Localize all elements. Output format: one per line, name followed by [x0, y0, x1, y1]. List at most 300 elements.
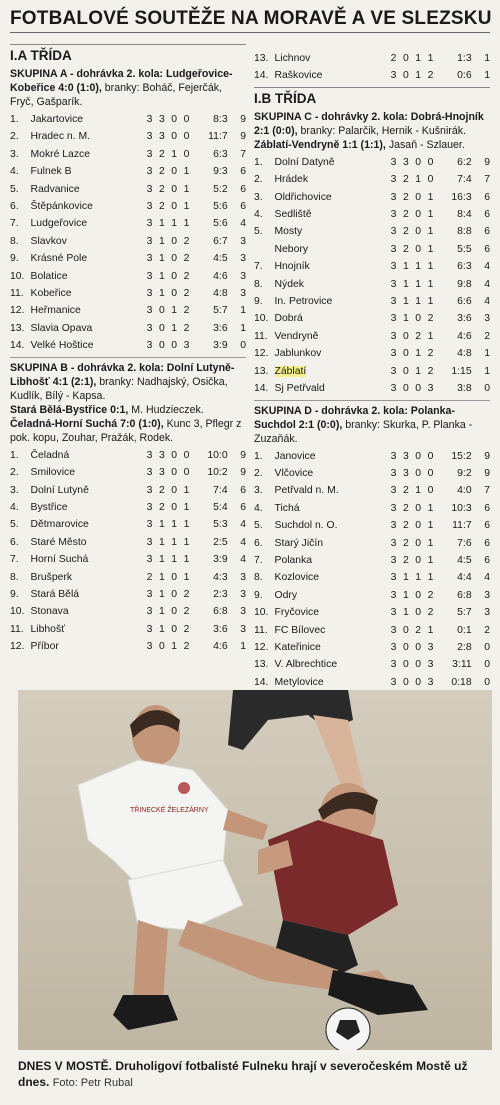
- table-row: [254, 465, 490, 482]
- losses: 2: [427, 70, 434, 82]
- team-name: Jablunkov: [274, 348, 322, 360]
- draws: 1: [415, 348, 422, 360]
- team-name: Vendryně: [274, 330, 319, 342]
- played: 3: [390, 659, 397, 671]
- score: 5:7: [457, 607, 472, 619]
- table-row: [10, 482, 246, 499]
- wins: 0: [402, 365, 409, 377]
- score: 15:2: [451, 450, 472, 462]
- losses: 1: [183, 218, 190, 230]
- table-row: [10, 128, 246, 145]
- score: 3:6: [213, 322, 228, 334]
- team-name: Janovice: [274, 450, 316, 462]
- points: 0: [484, 383, 490, 395]
- table-row: [254, 363, 490, 380]
- losses: 2: [183, 288, 190, 300]
- score: 4:3: [213, 571, 228, 583]
- score: 5:6: [213, 201, 228, 213]
- score: 11:7: [452, 520, 472, 532]
- losses: 1: [427, 53, 434, 64]
- rank: 2.: [10, 131, 19, 143]
- wins: 2: [402, 485, 409, 497]
- played: 3: [390, 383, 397, 395]
- score: 2:3: [213, 588, 228, 600]
- draws: 0: [171, 288, 178, 300]
- played: 2: [390, 53, 397, 64]
- played: 3: [390, 467, 397, 479]
- team-name: Velké Hoštice: [30, 340, 94, 352]
- score: 3:6: [457, 313, 472, 325]
- draws: 0: [415, 502, 422, 514]
- losses: 3: [427, 659, 434, 671]
- section-title-1b: I.B TŘÍDA: [254, 87, 490, 108]
- points: 1: [240, 641, 246, 653]
- points: 3: [240, 270, 246, 282]
- wins: 1: [158, 288, 165, 300]
- team-name: V. Albrechtice: [274, 659, 338, 671]
- losses: 0: [183, 467, 190, 479]
- team-name: Mosty: [274, 226, 303, 238]
- losses: 1: [427, 243, 434, 255]
- draws: 0: [415, 641, 422, 653]
- losses: 1: [427, 209, 434, 221]
- table-row: [10, 198, 246, 215]
- rank: 14.: [10, 340, 25, 352]
- losses: 2: [427, 313, 434, 325]
- played: 3: [146, 201, 153, 213]
- played: 3: [390, 261, 397, 273]
- team-name: In. Petrovice: [274, 296, 333, 308]
- points: 1: [240, 322, 246, 334]
- draws: 1: [171, 536, 178, 548]
- rank: 13.: [254, 659, 269, 671]
- rank: 1.: [10, 114, 19, 125]
- points: 6: [484, 520, 490, 532]
- team-name: Mokré Lazce: [30, 148, 90, 160]
- team-name: Dolní Lutyně: [30, 484, 89, 496]
- played: 3: [390, 243, 397, 255]
- wins: 1: [158, 623, 165, 635]
- group-c-header: [254, 110, 490, 152]
- team-name: Raškovice: [274, 70, 323, 82]
- table-row: [254, 500, 490, 517]
- table-row: [254, 639, 490, 656]
- played: 3: [146, 340, 153, 352]
- draws: 1: [415, 296, 422, 308]
- team-name: Oldřichovice: [274, 191, 332, 203]
- score: 7:4: [457, 174, 472, 186]
- wins: 1: [402, 261, 409, 273]
- table-row: [10, 268, 246, 285]
- team-name: Fulnek B: [30, 166, 72, 178]
- points: 6: [484, 226, 490, 238]
- points: 4: [240, 554, 246, 566]
- rank: 7.: [254, 261, 263, 273]
- rank: 8.: [254, 278, 263, 290]
- score: 5:5: [457, 243, 472, 255]
- draws: 0: [415, 243, 422, 255]
- played: 3: [390, 226, 397, 238]
- points: 6: [484, 554, 490, 566]
- points: 3: [484, 313, 490, 325]
- played: 3: [146, 467, 153, 479]
- table-row: [254, 67, 490, 84]
- points: 6: [240, 484, 246, 496]
- rank: 7.: [10, 218, 19, 230]
- score: 4:5: [213, 253, 228, 265]
- draws: 0: [415, 450, 422, 462]
- losses: 1: [183, 536, 190, 548]
- table-row: [10, 320, 246, 337]
- team-name: Jakartovice: [30, 114, 84, 125]
- points: 3: [484, 589, 490, 601]
- wins: 1: [402, 607, 409, 619]
- rank: 4.: [254, 502, 263, 514]
- table-row: [254, 293, 490, 310]
- played: 3: [390, 296, 397, 308]
- score: 9:3: [213, 166, 228, 178]
- played: 3: [146, 305, 153, 317]
- draws: 0: [171, 623, 178, 635]
- draws: 0: [171, 131, 178, 143]
- group-d-scorers: branky: Skurka, P. Planka - Zuzaňák.: [254, 418, 473, 445]
- points: 7: [484, 174, 490, 186]
- points: 0: [484, 659, 490, 671]
- played: 3: [390, 607, 397, 619]
- score: 16:3: [451, 191, 472, 203]
- group-c-result-2: Záblatí-Vendryně 1:1 (1:1),: [254, 138, 386, 151]
- losses: 1: [427, 191, 434, 203]
- table-row: [10, 551, 246, 568]
- wins: 3: [402, 467, 409, 479]
- losses: 1: [427, 226, 434, 238]
- table-row: [254, 448, 490, 465]
- team-name: Petřvald n. M.: [274, 485, 339, 497]
- score: 10:2: [207, 467, 228, 479]
- played: 3: [146, 166, 153, 178]
- table-row: [10, 621, 246, 638]
- played: 3: [390, 485, 397, 497]
- score: 11:7: [208, 131, 228, 143]
- points: 9: [240, 467, 246, 479]
- losses: 3: [183, 340, 190, 352]
- rank: 12.: [10, 305, 25, 317]
- played: 3: [390, 313, 397, 325]
- rank: 3.: [254, 191, 263, 203]
- draws: 1: [415, 174, 422, 186]
- football-players-illustration: [18, 690, 492, 1050]
- played: 3: [390, 174, 397, 186]
- table-row: [10, 285, 246, 302]
- table-row: [254, 328, 490, 345]
- points: 6: [484, 209, 490, 221]
- wins: 2: [402, 520, 409, 532]
- rank: 11.: [10, 288, 24, 300]
- wins: 1: [158, 253, 165, 265]
- played: 3: [146, 536, 153, 548]
- team-name: Radvanice: [30, 183, 80, 195]
- draws: 0: [415, 467, 422, 479]
- points: 3: [240, 606, 246, 618]
- table-row: [10, 516, 246, 533]
- rank: 9.: [10, 588, 19, 600]
- team-name: Nýdek: [274, 278, 304, 290]
- group-c-scorers-2: Jasaň - Szlauer.: [385, 138, 465, 151]
- draws: 0: [415, 554, 422, 566]
- rank: 11.: [254, 624, 268, 636]
- wins: 1: [402, 589, 409, 601]
- draws: 0: [415, 226, 422, 238]
- losses: 1: [183, 501, 190, 513]
- wins: 1: [402, 278, 409, 290]
- played: 3: [390, 191, 397, 203]
- played: 3: [390, 624, 397, 636]
- table-row: [254, 223, 490, 240]
- group-b-title: SKUPINA B - dohrávka 2. kola: Dolní Lutyně-Libhošť 4:1 (2:1),: [10, 361, 235, 388]
- points: 4: [240, 218, 246, 230]
- group-d-table: [254, 448, 490, 692]
- table-row: [254, 206, 490, 223]
- wins: 0: [158, 641, 165, 653]
- losses: 1: [427, 278, 434, 290]
- group-d-title: SKUPINA D - dohrávka 2. kola: Polanka-Suchdol 2:1 (0:0),: [254, 404, 455, 431]
- points: 4: [484, 296, 490, 308]
- points: 9: [484, 156, 490, 168]
- table-row: [254, 569, 490, 586]
- rank: 12.: [254, 641, 269, 653]
- table-row: [254, 482, 490, 499]
- team-name: Záblatí: [274, 365, 307, 377]
- rank: 8.: [10, 571, 19, 583]
- losses: 0: [427, 174, 434, 186]
- score: 9:8: [457, 278, 472, 290]
- score: 0:1: [457, 624, 472, 636]
- played: 3: [390, 554, 397, 566]
- draws: 0: [415, 209, 422, 221]
- losses: 0: [427, 450, 434, 462]
- table-row: [254, 656, 490, 673]
- score: 5:2: [213, 183, 228, 195]
- table-row: [10, 586, 246, 603]
- wins: 1: [402, 313, 409, 325]
- table-row: [254, 552, 490, 569]
- team-name: Bystřice: [30, 501, 68, 513]
- table-row: [10, 163, 246, 180]
- team-name: Nebory: [274, 243, 309, 255]
- losses: 1: [427, 296, 434, 308]
- group-a-table: [10, 111, 246, 355]
- played: 3: [146, 131, 153, 143]
- wins: 2: [402, 537, 409, 549]
- points: 4: [484, 572, 490, 584]
- wins: 0: [402, 676, 409, 688]
- draws: 1: [415, 70, 422, 82]
- losses: 1: [427, 554, 434, 566]
- score: 4:0: [457, 485, 472, 497]
- score: 5:3: [213, 519, 228, 531]
- draws: 0: [171, 235, 178, 247]
- team-name: Slavkov: [30, 235, 67, 247]
- played: 3: [390, 330, 397, 342]
- losses: 1: [427, 624, 434, 636]
- losses: 0: [183, 131, 190, 143]
- score: 4:6: [213, 270, 228, 282]
- played: 3: [390, 641, 397, 653]
- points: 4: [484, 278, 490, 290]
- losses: 3: [427, 641, 434, 653]
- played: 3: [146, 148, 153, 160]
- table-row: [254, 604, 490, 621]
- points: 1: [240, 305, 246, 317]
- score: 0:18: [451, 676, 472, 688]
- draws: 0: [171, 484, 178, 496]
- table-row: [10, 603, 246, 620]
- score: 8:3: [213, 114, 228, 125]
- wins: 1: [402, 572, 409, 584]
- points: 6: [240, 166, 246, 178]
- table-row: [10, 638, 246, 655]
- rank: 6.: [10, 536, 19, 548]
- match-photo: [18, 690, 492, 1050]
- wins: 2: [402, 226, 409, 238]
- points: 1: [484, 53, 490, 64]
- losses: 2: [183, 253, 190, 265]
- wins: 0: [402, 53, 409, 64]
- losses: 2: [183, 270, 190, 282]
- wins: 1: [158, 270, 165, 282]
- rank: 2.: [254, 174, 263, 186]
- team-name: Fryčovice: [274, 607, 319, 619]
- team-name: Stonava: [30, 606, 69, 618]
- score: 5:7: [213, 305, 228, 317]
- rank: 14.: [254, 70, 269, 82]
- jersey-sponsor-text: TŘINECKÉ ŽELEZÁRNY: [130, 807, 209, 814]
- points: 6: [240, 201, 246, 213]
- team-name: Štěpánkovice: [30, 201, 93, 213]
- team-name: FC Bílovec: [274, 624, 326, 636]
- team-name: Ludgeřovice: [30, 218, 88, 230]
- points: 3: [240, 235, 246, 247]
- team-name: Libhošť: [30, 623, 66, 635]
- draws: 0: [171, 588, 178, 600]
- table-row: [10, 464, 246, 481]
- team-name: Metylovice: [274, 676, 324, 688]
- played: 3: [390, 70, 397, 82]
- points: 3: [240, 288, 246, 300]
- wins: 3: [158, 449, 165, 461]
- group-b-table: [10, 447, 246, 656]
- draws: 1: [171, 305, 178, 317]
- played: 3: [146, 322, 153, 334]
- losses: 3: [427, 383, 434, 395]
- table-row: [10, 233, 246, 250]
- score: 8:8: [457, 226, 472, 238]
- wins: 2: [158, 201, 165, 213]
- points: 3: [240, 571, 246, 583]
- points: 3: [240, 623, 246, 635]
- score: 1:3: [457, 53, 472, 64]
- score: 6:3: [457, 261, 472, 273]
- wins: 2: [402, 191, 409, 203]
- played: 3: [146, 484, 153, 496]
- team-name: Kobeřice: [30, 288, 72, 300]
- points: 6: [484, 502, 490, 514]
- losses: 3: [427, 676, 434, 688]
- played: 3: [390, 156, 397, 168]
- draws: 0: [171, 166, 178, 178]
- rank: 5.: [10, 519, 19, 531]
- losses: 0: [427, 467, 434, 479]
- played: 3: [146, 449, 153, 461]
- team-name: Sj Petřvald: [274, 383, 325, 395]
- played: 3: [146, 519, 153, 531]
- score: 4:8: [213, 288, 228, 300]
- rank: 9.: [254, 296, 263, 308]
- draws: 0: [171, 114, 178, 125]
- score: 6:8: [213, 606, 228, 618]
- points: 9: [484, 467, 490, 479]
- played: 3: [390, 520, 397, 532]
- rank: 7.: [10, 554, 19, 566]
- wins: 3: [158, 114, 165, 125]
- draws: 1: [415, 365, 422, 377]
- score: 2:8: [457, 641, 472, 653]
- table-row: [254, 189, 490, 206]
- points: 6: [240, 501, 246, 513]
- played: 3: [146, 270, 153, 282]
- team-name: Dětmarovice: [30, 519, 89, 531]
- played: 3: [146, 606, 153, 618]
- team-name: Bolatice: [30, 270, 68, 282]
- points: 2: [484, 624, 490, 636]
- points: 0: [240, 340, 246, 352]
- draws: 1: [171, 322, 178, 334]
- score: 3:8: [457, 383, 472, 395]
- group-a-scorers: branky: Boháč, Fejerčák, Fryč, Gašparík.: [10, 82, 222, 108]
- played: 3: [390, 278, 397, 290]
- points: 7: [240, 148, 246, 160]
- rank: 10.: [254, 313, 269, 325]
- score: 3:9: [213, 554, 228, 566]
- table-row: [10, 111, 246, 128]
- wins: 1: [158, 235, 165, 247]
- team-name: Slavia Opava: [30, 322, 93, 334]
- score: 10:3: [451, 502, 472, 514]
- team-name: Dobrá: [274, 313, 303, 325]
- score: 3:6: [213, 623, 228, 635]
- team-name: Staré Město: [30, 536, 87, 548]
- draws: 0: [171, 449, 178, 461]
- draws: 0: [171, 201, 178, 213]
- score: 3:9: [213, 340, 228, 352]
- wins: 2: [402, 174, 409, 186]
- rank: 4.: [10, 501, 19, 513]
- table-row: [10, 499, 246, 516]
- wins: 1: [158, 571, 165, 583]
- draws: 1: [415, 53, 422, 64]
- wins: 2: [402, 502, 409, 514]
- team-name: Čeladná: [30, 449, 70, 461]
- wins: 3: [158, 131, 165, 143]
- rank: 10.: [10, 606, 25, 618]
- wins: 1: [158, 554, 165, 566]
- points: 0: [484, 641, 490, 653]
- draws: 0: [415, 607, 422, 619]
- losses: 1: [427, 261, 434, 273]
- score: 6:7: [213, 235, 228, 247]
- team-name: Příbor: [30, 641, 59, 653]
- played: 3: [390, 502, 397, 514]
